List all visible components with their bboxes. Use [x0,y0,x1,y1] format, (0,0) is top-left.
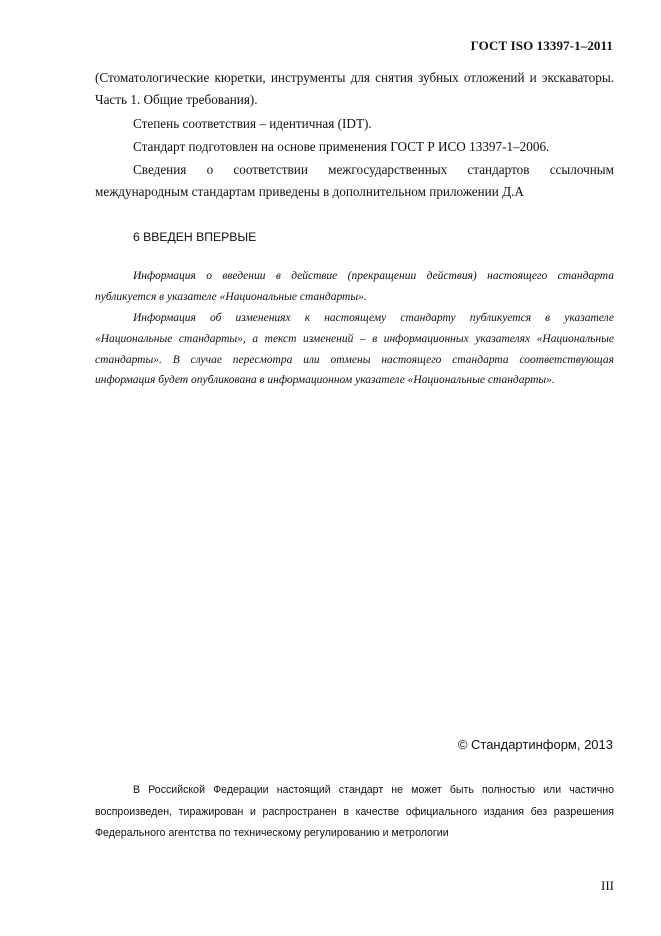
section-6-title: 6 ВВЕДЕН ВПЕРВЫЕ [133,230,257,244]
notice-amendments-line-2: «Национальные стандарты», а текст изменений – в информационных указателях «Национальные [95,332,614,345]
references-line-1: Сведения о соответствии межгосударственных стандартов ссылочным [133,162,614,177]
legal-restriction [95,780,614,845]
notice-introduction-line-2: публикуется в указателе «Национальные стандарты». [95,290,367,303]
legal-line-1: В Российской Федерации настоящий стандарт не может быть полностью или частично [133,784,614,796]
references-line-2: международным стандартам приведены в дополнительном приложении Д.А [95,184,524,199]
title-continuation [95,67,614,111]
conformity-statement: Степень соответствия – идентичная (IDT). [133,116,372,131]
references-statement [95,159,614,203]
notice-amendments-line-4: информация будет опубликована в информационном указателе «Национальные стандарты». [95,374,555,387]
page-number: III [601,878,614,893]
legal-line-3: Федерального агентства по техническому регулированию и метрологии [95,827,449,840]
title-continuation-line-2: Часть 1. Общие требования). [95,92,258,107]
copyright-notice: © Стандартинформ, 2013 [457,737,613,752]
notice-introduction-line-1: Информация о введении в действие (прекращении действия) настоящего стандарта [133,270,614,282]
notice-amendments-line-3: стандарты». В случае пересмотра или отмены настоящего стандарта соответствующая [95,353,614,366]
legal-line-2: воспроизведен, тиражирован и распространен в качестве официального издания без разрешения [95,805,614,818]
basis-statement: Стандарт подготовлен на основе применения ГОСТ Р ИСО 13397-1–2006. [133,139,550,154]
title-continuation-line-1: (Стоматологические кюретки, инструменты для снятия зубных отложений и экскаваторы. [95,70,614,85]
notice-amendments [95,308,614,391]
document-id-header: ГОСТ ISO 13397-1–2011 [470,38,613,53]
notice-introduction [95,266,614,308]
notice-amendments-line-1: Информация об изменениях к настоящему стандарту публикуется в указателе [133,312,614,324]
